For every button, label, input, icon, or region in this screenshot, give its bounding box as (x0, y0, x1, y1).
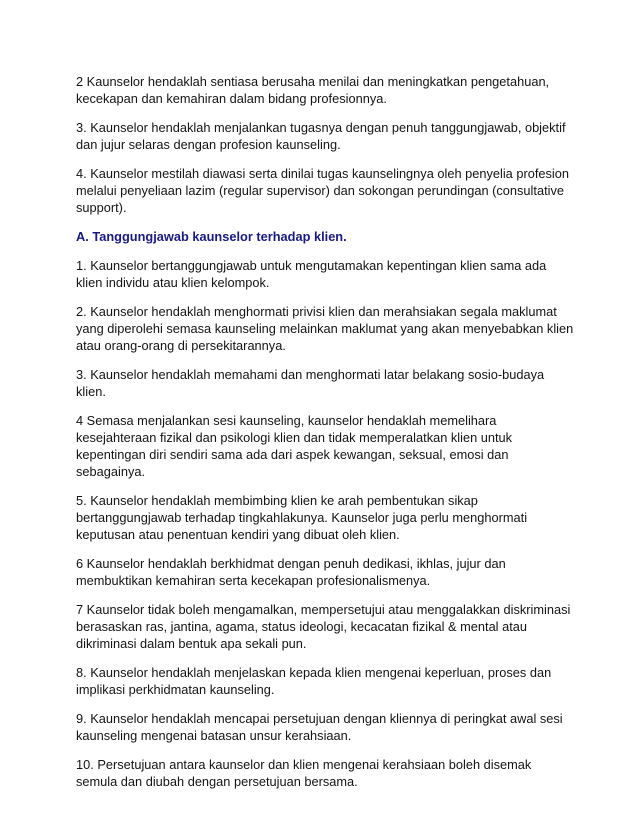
section-heading: A. Tanggungjawab kaunselor terhadap klien. (76, 229, 347, 244)
paragraph-item-7 (76, 601, 576, 652)
paragraph-line: 3. Kaunselor hendaklah memahami dan menghormati latar belakang sosio-budaya (76, 367, 545, 382)
paragraph-line: klien. (76, 384, 106, 399)
paragraph-line: kepentingan diri sendiri sama ada dari aspek kewangan, seksual, emosi dan (76, 447, 509, 462)
paragraph-intro-3 (76, 119, 576, 153)
paragraph-intro-4 (76, 165, 576, 216)
paragraph-line: berasaskan ras, jantina, agama, status ideologi, kecacatan fizikal & mental atau (76, 619, 527, 634)
paragraph-line: support). (76, 200, 127, 215)
paragraph-item-2 (76, 303, 576, 354)
paragraph-item-4 (76, 412, 576, 480)
paragraph-line: dikriminasi dalam bentuk apa sekali pun. (76, 636, 307, 651)
paragraph-line: 2. Kaunselor hendaklah menghormati privisi klien dan merahsiakan segala maklumat (76, 304, 557, 319)
paragraph-item-3 (76, 366, 576, 400)
paragraph-line: yang diperolehi semasa kaunseling melainkan maklumat yang akan menyebabkan klien (76, 321, 574, 336)
paragraph-item-8 (76, 664, 576, 698)
paragraph-line: semula dan diubah dengan persetujuan bersama. (76, 774, 358, 789)
paragraph-intro-2 (76, 73, 576, 107)
paragraph-line: sebagainya. (76, 464, 146, 479)
paragraph-line: 8. Kaunselor hendaklah menjelaskan kepada klien mengenai keperluan, proses dan (76, 665, 552, 680)
paragraph-line: implikasi perkhidmatan kaunseling. (76, 682, 275, 697)
paragraph-line: 2 Kaunselor hendaklah sentiasa berusaha menilai dan meningkatkan pengetahuan, (76, 74, 550, 89)
paragraph-line: melalui penyeliaan lazim (regular supervisor) dan sokongan perundingan (consultative (76, 183, 564, 198)
paragraph-item-1 (76, 257, 576, 291)
paragraph-line: 7 Kaunselor tidak boleh mengamalkan, mempersetujui atau menggalakkan diskriminasi (76, 602, 571, 617)
paragraph-line: atau orang-orang di persekitarannya. (76, 338, 286, 353)
paragraph-line: kesejahteraan fizikal dan psikologi klien dan tidak memperalatkan klien untuk (76, 430, 513, 445)
paragraph-line: 4. Kaunselor mestilah diawasi serta dinilai tugas kaunselingnya oleh penyelia profesion (76, 166, 569, 181)
paragraph-item-10 (76, 756, 576, 790)
paragraph-line: membuktikan kemahiran serta kecekapan profesionalismenya. (76, 573, 431, 588)
paragraph-line: 1. Kaunselor bertanggungjawab untuk mengutamakan kepentingan klien sama ada (76, 258, 547, 273)
paragraph-line: 5. Kaunselor hendaklah membimbing klien ke arah pembentukan sikap (76, 493, 478, 508)
paragraph-line: kecekapan dan kemahiran dalam bidang profesionnya. (76, 91, 387, 106)
paragraph-item-5 (76, 492, 576, 543)
paragraph-line: 4 Semasa menjalankan sesi kaunseling, kaunselor hendaklah memelihara (76, 413, 497, 428)
paragraph-item-9 (76, 710, 576, 744)
paragraph-line: kaunseling mengenai batasan unsur kerahsiaan. (76, 728, 352, 743)
paragraph-line: 6 Kaunselor hendaklah berkhidmat dengan penuh dedikasi, ikhlas, jujur dan (76, 556, 506, 571)
paragraph-line: 3. Kaunselor hendaklah menjalankan tugasnya dengan penuh tanggungjawab, objektif (76, 120, 566, 135)
paragraph-line: keputusan atau penentuan kendiri yang dibuat oleh klien. (76, 527, 400, 542)
paragraph-line: 10. Persetujuan antara kaunselor dan klien mengenai kerahsiaan boleh disemak (76, 757, 532, 772)
paragraph-line: klien individu atau klien kelompok. (76, 275, 270, 290)
document-page (76, 73, 576, 802)
paragraph-line: dan jujur selaras dengan profesion kaunseling. (76, 137, 341, 152)
paragraph-line: bertanggungjawab terhadap tingkahlakunya. Kaunselor juga perlu menghormati (76, 510, 528, 525)
paragraph-item-6 (76, 555, 576, 589)
paragraph-line: 9. Kaunselor hendaklah mencapai persetujuan dengan kliennya di peringkat awal sesi (76, 711, 563, 726)
